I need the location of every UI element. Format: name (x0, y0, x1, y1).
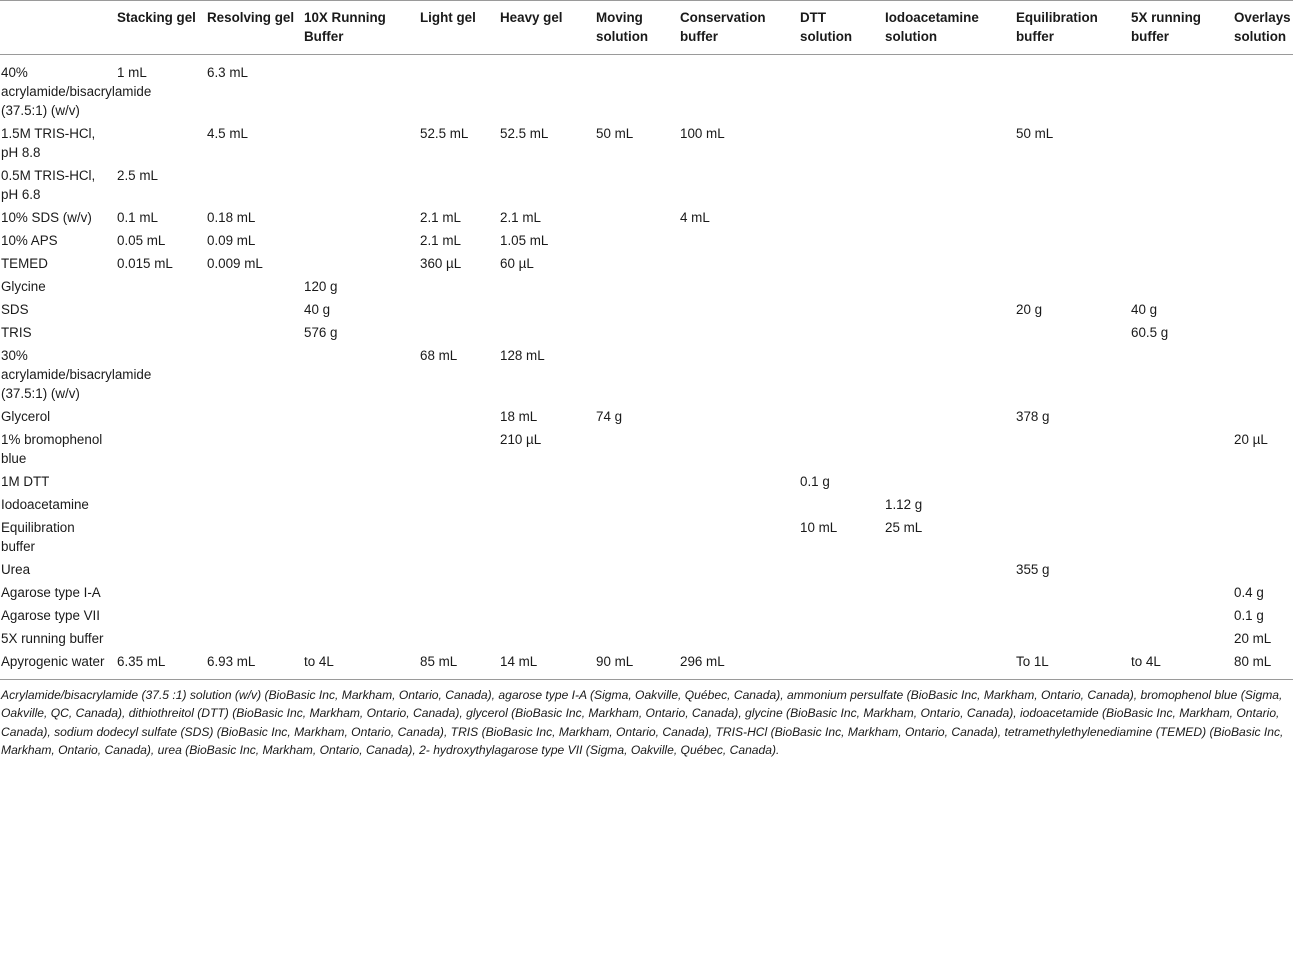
table-row (0, 627, 1293, 650)
table-cell: 60.5 g (1131, 325, 1169, 340)
table-cell (592, 252, 676, 275)
table-cell (203, 581, 300, 604)
table-cell (113, 275, 203, 298)
table-cell (300, 405, 416, 428)
table-row (0, 164, 1293, 206)
table-cell (592, 558, 676, 581)
table-cell: 4 mL (680, 210, 710, 225)
table-cell (1012, 470, 1127, 493)
table-cell (796, 428, 881, 470)
row-label: Agarose type I-A (1, 585, 101, 600)
table-cell (881, 344, 1012, 405)
table-cell (592, 321, 676, 344)
table-cell (592, 275, 676, 298)
table-cell: 60 µL (500, 256, 534, 271)
table-cell (203, 298, 300, 321)
table-cell (300, 344, 416, 405)
table-cell (1127, 122, 1230, 164)
table-cell: 0.1 g (1234, 608, 1264, 623)
table-cell: 2.1 mL (420, 210, 461, 225)
table-cell (1127, 344, 1230, 405)
table-cell (1127, 604, 1230, 627)
table-cell: 1.05 mL (500, 233, 549, 248)
table-cell (676, 344, 796, 405)
table-cell (300, 604, 416, 627)
table-header (0, 1, 1293, 55)
table-cell (881, 650, 1012, 680)
table-cell (881, 558, 1012, 581)
table-cell (592, 229, 676, 252)
table-cell: 50 mL (596, 126, 634, 141)
table-cell: 120 g (304, 279, 338, 294)
table-cell (1230, 470, 1293, 493)
table-row (0, 405, 1293, 428)
table-cell (796, 558, 881, 581)
table-cell (1127, 229, 1230, 252)
table-cell (203, 493, 300, 516)
table-cell: 2.5 mL (117, 168, 158, 183)
table-cell: To 1L (1012, 650, 1127, 680)
table-cell (113, 581, 203, 604)
table-cell (881, 229, 1012, 252)
table-cell: 10 mL (800, 520, 838, 535)
table-cell (1230, 298, 1293, 321)
table-cell: 0.015 mL (117, 256, 173, 271)
table-cell (1127, 55, 1230, 123)
table-cell (1012, 581, 1127, 604)
table-cell (592, 55, 676, 123)
table-row (0, 428, 1293, 470)
table-cell (592, 470, 676, 493)
table-cell (1012, 627, 1127, 650)
table-cell (496, 275, 592, 298)
table-cell: 1.12 g (885, 497, 923, 512)
table-cell (1230, 321, 1293, 344)
table-cell (676, 428, 796, 470)
table-cell (592, 581, 676, 604)
table-cell (1012, 229, 1127, 252)
table-cell (676, 405, 796, 428)
table-body (0, 55, 1293, 680)
table-cell (1230, 252, 1293, 275)
table-cell (300, 428, 416, 470)
row-label: Apyrogenic water (0, 650, 113, 680)
table-cell (676, 55, 796, 123)
table-cell (796, 229, 881, 252)
table-cell (676, 252, 796, 275)
table-cell (496, 298, 592, 321)
table-cell (496, 55, 592, 123)
table-cell (1230, 344, 1293, 405)
table-cell (1127, 558, 1230, 581)
table-cell (796, 627, 881, 650)
table-cell (796, 493, 881, 516)
table-cell (881, 581, 1012, 604)
column-header: 5X running buffer (1127, 1, 1230, 55)
table-cell: 100 mL (680, 126, 725, 141)
table-row (0, 581, 1293, 604)
table-cell (1127, 252, 1230, 275)
table-cell (416, 275, 496, 298)
row-label: SDS (1, 302, 29, 317)
table-cell (496, 558, 592, 581)
table-cell: 1 mL (117, 65, 147, 80)
table-cell: to 4L (300, 650, 416, 680)
row-label: Urea (1, 562, 31, 577)
table-cell: 6.3 mL (207, 65, 248, 80)
table-cell: 40 g (1131, 302, 1158, 317)
table-cell (881, 470, 1012, 493)
table-row (0, 122, 1293, 164)
table-cell (676, 604, 796, 627)
table-cell: 0.4 g (1234, 585, 1264, 600)
table-cell (676, 470, 796, 493)
table-cell (881, 627, 1012, 650)
table-cell: 576 g (304, 325, 338, 340)
table-cell (300, 627, 416, 650)
column-header: Light gel (416, 1, 496, 55)
table-cell: 50 mL (1016, 126, 1054, 141)
table-cell (1012, 164, 1127, 206)
table-cell (1012, 206, 1127, 229)
table-cell (881, 55, 1012, 123)
table-cell (796, 164, 881, 206)
table-cell (300, 470, 416, 493)
table-cell (416, 321, 496, 344)
row-label: 1.5M TRIS-HCl, pH 8.8 (1, 126, 96, 160)
table-cell (416, 405, 496, 428)
table-cell (496, 516, 592, 558)
table-cell: 2.1 mL (420, 233, 461, 248)
table-cell (592, 206, 676, 229)
table-cell (796, 604, 881, 627)
table-row (0, 229, 1293, 252)
row-label: TEMED (1, 256, 48, 271)
table-cell (203, 164, 300, 206)
table-cell (881, 405, 1012, 428)
column-header: Heavy gel (496, 1, 592, 55)
table-cell: 6.35 mL (113, 650, 203, 680)
table-cell (881, 122, 1012, 164)
table-cell (881, 604, 1012, 627)
table-cell: 0.18 mL (207, 210, 256, 225)
table-cell (113, 558, 203, 581)
table-cell (1127, 627, 1230, 650)
table-cell (1127, 581, 1230, 604)
table-cell: 128 mL (500, 348, 545, 363)
header-row (0, 1, 1293, 55)
table-cell (796, 55, 881, 123)
table-footnote: Acrylamide/bisacrylamide (37.5 :1) solution (w/v) (BioBasic Inc, Markham, Ontario, Canada), agarose type I-A (Sigma, Oakville, Québec, Canada), ammonium persulfate (BioBasic Inc, Markham, Ontario, Canada), bromophenol blue (Sigma, Oakville, QC, Canada), dithiothreitol (DTT) (BioBasic Inc, Markham, Ontario, Canada), glycerol (BioBasic Inc, Markham, Ontario, Canada), glycine (BioBasic Inc, Markham, Ontario, Canada), iodoacetamide (BioBasic Inc, Markham, Ontario, Canada), sodium dodecyl sulfate (SDS) (BioBasic Inc, Markham, Ontario, Canada), TRIS (BioBasic Inc, Markham, Ontario, Canada), TRIS-HCl (BioBasic Inc, Markham, Ontario, Canada), tetramethylethylenediamine (TEMED) (BioBasic Inc, Markham, Ontario, Canada), urea (BioBasic Inc, Markham, Ontario, Canada), 2- hydroxythylagarose type VII (Sigma, Oakville, Québec, Canada). (1, 688, 1284, 757)
table-cell (676, 229, 796, 252)
table-cell (676, 627, 796, 650)
row-label: 10% APS (1, 233, 58, 248)
table-cell (496, 627, 592, 650)
row-label: 0.5M TRIS-HCl, pH 6.8 (1, 168, 96, 202)
table-cell (796, 405, 881, 428)
table-cell (676, 493, 796, 516)
table-cell (796, 321, 881, 344)
table-cell (1230, 229, 1293, 252)
column-header: Iodoacetamine solution (881, 1, 1012, 55)
table-cell (676, 581, 796, 604)
table-cell (796, 122, 881, 164)
table-cell (1230, 55, 1293, 123)
table-cell (416, 581, 496, 604)
column-header: Overlays solution (1230, 1, 1293, 55)
table-cell: 0.1 mL (117, 210, 158, 225)
table-cell (113, 493, 203, 516)
table-cell (416, 627, 496, 650)
table-cell (1012, 516, 1127, 558)
table-cell (113, 122, 203, 164)
table-cell: 52.5 mL (500, 126, 549, 141)
table-cell (1230, 275, 1293, 298)
table-cell (1012, 604, 1127, 627)
table-cell (1127, 428, 1230, 470)
table-cell (203, 405, 300, 428)
column-header: Conservation buffer (676, 1, 796, 55)
table-cell (881, 206, 1012, 229)
table-cell (416, 428, 496, 470)
table-cell (496, 581, 592, 604)
table-row (0, 516, 1293, 558)
row-label: 30% acrylamide/bisacrylamide (37.5:1) (w/v) (1, 348, 152, 401)
table-cell (416, 298, 496, 321)
table-cell (496, 164, 592, 206)
table-cell (796, 581, 881, 604)
table-cell: 0.1 g (800, 474, 830, 489)
table-row (0, 321, 1293, 344)
table-cell (203, 275, 300, 298)
table-cell (203, 604, 300, 627)
table-cell (796, 252, 881, 275)
table-cell (1012, 55, 1127, 123)
table-cell (203, 516, 300, 558)
table-cell (113, 516, 203, 558)
table-cell (203, 558, 300, 581)
table-row (0, 493, 1293, 516)
table-cell (676, 298, 796, 321)
table-cell: 0.009 mL (207, 256, 263, 271)
row-label: 1M DTT (1, 474, 50, 489)
table-cell: 360 µL (420, 256, 462, 271)
table-cell (1127, 405, 1230, 428)
row-label: Glycine (1, 279, 46, 294)
table-cell (300, 55, 416, 123)
table-cell (1230, 516, 1293, 558)
table-cell: 0.09 mL (207, 233, 256, 248)
table-cell (496, 321, 592, 344)
table-cell (496, 470, 592, 493)
table-cell (416, 55, 496, 123)
table-cell (113, 298, 203, 321)
table-cell (1127, 164, 1230, 206)
table-cell (1127, 470, 1230, 493)
table-cell (1230, 206, 1293, 229)
table-cell (1230, 405, 1293, 428)
table-cell (796, 650, 881, 680)
column-header (0, 1, 113, 55)
table-row (0, 558, 1293, 581)
table-cell: 80 mL (1230, 650, 1293, 680)
table-cell (796, 206, 881, 229)
table-row (0, 252, 1293, 275)
table-cell: 0.05 mL (117, 233, 166, 248)
table-cell: 40 g (304, 302, 331, 317)
table-cell (203, 470, 300, 493)
table-row (0, 650, 1293, 680)
row-label: Agarose type VII (1, 608, 100, 623)
table-cell (1012, 252, 1127, 275)
table-cell: 20 g (1016, 302, 1043, 317)
row-label: Iodoacetamine (1, 497, 89, 512)
table-cell (592, 344, 676, 405)
row-label: 40% acrylamide/bisacrylamide (37.5:1) (w/v) (1, 65, 152, 118)
table-cell: 210 µL (500, 432, 542, 447)
table-row (0, 298, 1293, 321)
table-cell (1012, 321, 1127, 344)
table-cell (300, 581, 416, 604)
table-cell (592, 627, 676, 650)
table-cell: 296 mL (676, 650, 796, 680)
table-cell (300, 206, 416, 229)
table-cell (300, 252, 416, 275)
table-cell (113, 604, 203, 627)
table-cell (416, 516, 496, 558)
table-cell (592, 428, 676, 470)
table-cell (300, 493, 416, 516)
table-cell (203, 344, 300, 405)
table-cell (881, 298, 1012, 321)
table-row (0, 206, 1293, 229)
row-label: Equilibration buffer (1, 520, 75, 554)
table-cell (1012, 344, 1127, 405)
table-cell (1230, 493, 1293, 516)
table-cell (1127, 206, 1230, 229)
table-cell (416, 493, 496, 516)
table-row (0, 344, 1293, 405)
table-cell (496, 604, 592, 627)
table-cell: 52.5 mL (420, 126, 469, 141)
table-cell (592, 493, 676, 516)
table-cell: 2.1 mL (500, 210, 541, 225)
table-cell: 20 µL (1234, 432, 1268, 447)
table-cell (881, 252, 1012, 275)
table-cell (1012, 275, 1127, 298)
table-cell (416, 164, 496, 206)
table-cell (1230, 164, 1293, 206)
table-cell (113, 428, 203, 470)
table-cell (676, 558, 796, 581)
column-header: Moving solution (592, 1, 676, 55)
table-cell: 355 g (1016, 562, 1050, 577)
table-cell (592, 164, 676, 206)
column-header: Stacking gel (113, 1, 203, 55)
table-row (0, 604, 1293, 627)
column-header: Equilibration buffer (1012, 1, 1127, 55)
table-cell (881, 428, 1012, 470)
table-row (0, 470, 1293, 493)
table-cell (592, 516, 676, 558)
table-row (0, 55, 1293, 123)
table-cell (676, 516, 796, 558)
column-header: 10X Running Buffer (300, 1, 416, 55)
table-cell: 90 mL (592, 650, 676, 680)
table-cell: 18 mL (500, 409, 538, 424)
table-cell (592, 298, 676, 321)
table-cell (881, 164, 1012, 206)
row-label: 5X running buffer (1, 631, 104, 646)
table-cell: 74 g (596, 409, 623, 424)
table-cell: to 4L (1127, 650, 1230, 680)
table-cell (113, 627, 203, 650)
table-cell (1127, 493, 1230, 516)
table-cell (1012, 493, 1127, 516)
table-cell (796, 275, 881, 298)
table-cell (113, 321, 203, 344)
row-label: Glycerol (1, 409, 51, 424)
table-cell (592, 604, 676, 627)
column-header: DTT solution (796, 1, 881, 55)
table-row (0, 275, 1293, 298)
table-cell (300, 164, 416, 206)
table-cell (796, 298, 881, 321)
table-cell (1230, 122, 1293, 164)
table-cell (676, 275, 796, 298)
table-cell (416, 470, 496, 493)
row-label: 10% SDS (w/v) (1, 210, 92, 225)
column-header: Resolving gel (203, 1, 300, 55)
table-cell: 378 g (1016, 409, 1050, 424)
table-cell (496, 493, 592, 516)
table-cell (676, 321, 796, 344)
row-label: TRIS (1, 325, 32, 340)
table-cell (300, 558, 416, 581)
table-cell (300, 229, 416, 252)
table-cell: 25 mL (885, 520, 923, 535)
table-cell (203, 428, 300, 470)
table-cell: 68 mL (420, 348, 458, 363)
table-cell: 6.93 mL (203, 650, 300, 680)
table-cell: 4.5 mL (207, 126, 248, 141)
table-cell (416, 558, 496, 581)
table-cell (1127, 516, 1230, 558)
table-cell: 20 mL (1234, 631, 1272, 646)
table-cell (1230, 558, 1293, 581)
table-cell (300, 516, 416, 558)
table-cell: 85 mL (416, 650, 496, 680)
table-cell (113, 470, 203, 493)
table-cell (113, 405, 203, 428)
table-cell (796, 344, 881, 405)
table-cell (881, 321, 1012, 344)
table-cell (881, 275, 1012, 298)
table-cell (1127, 275, 1230, 298)
table-cell (676, 164, 796, 206)
table-cell: 14 mL (496, 650, 592, 680)
table-cell (1012, 428, 1127, 470)
table-cell (300, 122, 416, 164)
row-label: 1% bromophenol blue (1, 432, 103, 466)
table-cell (203, 627, 300, 650)
table-cell (416, 604, 496, 627)
table-cell (203, 321, 300, 344)
